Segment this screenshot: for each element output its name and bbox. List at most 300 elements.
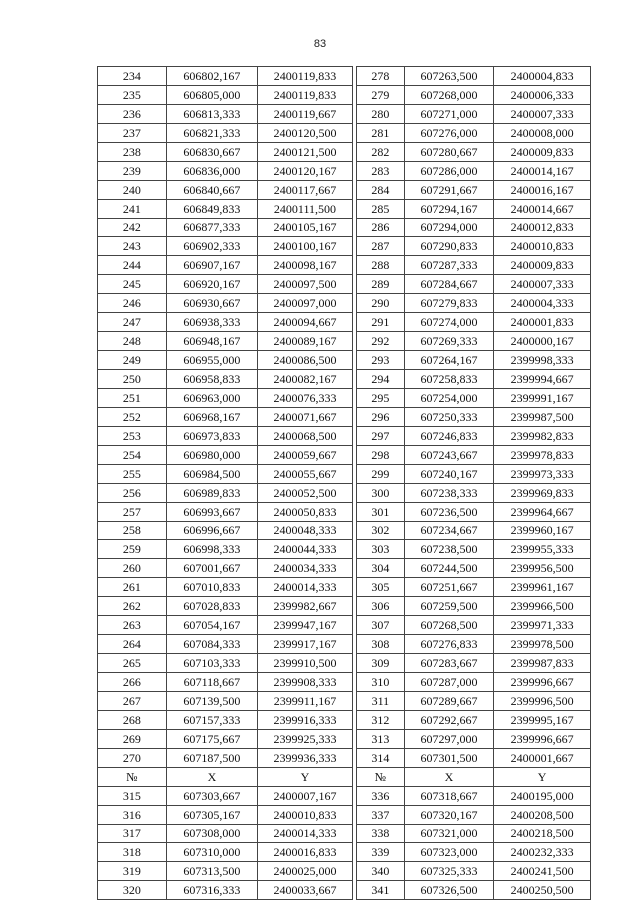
point-number-cell: 316 bbox=[98, 805, 167, 824]
x-coordinate-cell: 607321,000 bbox=[404, 824, 493, 843]
point-number-cell: 314 bbox=[356, 748, 404, 767]
point-number-cell: 267 bbox=[98, 691, 167, 710]
table-row bbox=[98, 578, 591, 597]
y-coordinate-cell: 2400100,167 bbox=[258, 237, 353, 256]
x-coordinate-cell: 607316,333 bbox=[166, 881, 258, 900]
x-coordinate-cell: 607274,000 bbox=[404, 313, 493, 332]
point-number-cell: 283 bbox=[356, 161, 404, 180]
point-number-cell: 287 bbox=[356, 237, 404, 256]
y-coordinate-cell: 2399936,333 bbox=[258, 748, 353, 767]
table-row bbox=[98, 445, 591, 464]
table-row bbox=[98, 370, 591, 389]
point-number-cell: 339 bbox=[356, 843, 404, 862]
point-number-cell: 253 bbox=[98, 426, 167, 445]
point-number-cell: 294 bbox=[356, 370, 404, 389]
point-number-cell: 297 bbox=[356, 426, 404, 445]
point-number-cell: 336 bbox=[356, 786, 404, 805]
y-coordinate-cell: 2400055,667 bbox=[258, 464, 353, 483]
x-coordinate-cell: 607320,167 bbox=[404, 805, 493, 824]
x-coordinate-cell: 607263,500 bbox=[404, 67, 493, 86]
point-number-cell: 257 bbox=[98, 502, 167, 521]
x-coordinate-cell: 607279,833 bbox=[404, 294, 493, 313]
x-coordinate-cell: 606998,333 bbox=[166, 540, 258, 559]
x-coordinate-cell: 607251,667 bbox=[404, 578, 493, 597]
x-coordinate-cell: 607244,500 bbox=[404, 559, 493, 578]
y-coordinate-cell: 2399908,333 bbox=[258, 673, 353, 692]
y-coordinate-cell: 2400082,167 bbox=[258, 370, 353, 389]
y-coordinate-cell: 2400086,500 bbox=[258, 351, 353, 370]
x-coordinate-cell: 607157,333 bbox=[166, 710, 258, 729]
y-coordinate-cell: 2399964,667 bbox=[494, 502, 591, 521]
y-coordinate-cell: 2399911,167 bbox=[258, 691, 353, 710]
y-coordinate-cell: 2400120,167 bbox=[258, 161, 353, 180]
y-coordinate-cell: 2399991,167 bbox=[494, 388, 591, 407]
point-number-cell: 264 bbox=[98, 635, 167, 654]
x-coordinate-cell: 606920,167 bbox=[166, 275, 258, 294]
y-coordinate-cell: 2399987,500 bbox=[494, 407, 591, 426]
x-coordinate-cell: 607001,667 bbox=[166, 559, 258, 578]
x-coordinate-cell: 606877,333 bbox=[166, 218, 258, 237]
x-coordinate-cell: 607287,333 bbox=[404, 256, 493, 275]
y-coordinate-cell: 2400014,667 bbox=[494, 199, 591, 218]
x-coordinate-cell: 607258,833 bbox=[404, 370, 493, 389]
table-row bbox=[98, 786, 591, 805]
x-coordinate-cell: 607175,667 bbox=[166, 729, 258, 748]
point-number-cell: 315 bbox=[98, 786, 167, 805]
x-coordinate-cell: 607243,667 bbox=[404, 445, 493, 464]
point-number-cell: 303 bbox=[356, 540, 404, 559]
x-coordinate-cell: 607264,167 bbox=[404, 351, 493, 370]
point-number-cell: 258 bbox=[98, 521, 167, 540]
y-coordinate-cell: 2400000,167 bbox=[494, 332, 591, 351]
y-coordinate-cell: 2399996,500 bbox=[494, 691, 591, 710]
y-coordinate-cell: 2400052,500 bbox=[258, 483, 353, 502]
x-coordinate-cell: X bbox=[166, 767, 258, 786]
y-coordinate-cell: 2399966,500 bbox=[494, 597, 591, 616]
y-coordinate-cell: 2400014,333 bbox=[258, 578, 353, 597]
x-coordinate-cell: 607271,000 bbox=[404, 104, 493, 123]
table-row bbox=[98, 559, 591, 578]
x-coordinate-cell: 607118,667 bbox=[166, 673, 258, 692]
point-number-cell: 341 bbox=[356, 881, 404, 900]
x-coordinate-cell: 607290,833 bbox=[404, 237, 493, 256]
y-coordinate-cell: 2399982,833 bbox=[494, 426, 591, 445]
x-coordinate-cell: 606902,333 bbox=[166, 237, 258, 256]
table-row bbox=[98, 294, 591, 313]
y-coordinate-cell: 2400016,833 bbox=[258, 843, 353, 862]
x-coordinate-cell: 607323,000 bbox=[404, 843, 493, 862]
x-coordinate-cell: 607139,500 bbox=[166, 691, 258, 710]
table-header-row bbox=[98, 767, 591, 786]
y-coordinate-cell: 2400006,333 bbox=[494, 85, 591, 104]
point-number-cell: 248 bbox=[98, 332, 167, 351]
x-coordinate-cell: 606948,167 bbox=[166, 332, 258, 351]
table-row bbox=[98, 180, 591, 199]
coordinates-table-body bbox=[98, 67, 591, 900]
table-row bbox=[98, 426, 591, 445]
point-number-cell: 302 bbox=[356, 521, 404, 540]
table-row bbox=[98, 237, 591, 256]
x-coordinate-cell: 607103,333 bbox=[166, 654, 258, 673]
y-coordinate-cell: 2400048,333 bbox=[258, 521, 353, 540]
point-number-cell: 337 bbox=[356, 805, 404, 824]
y-coordinate-cell: 2400007,167 bbox=[258, 786, 353, 805]
point-number-cell: 263 bbox=[98, 616, 167, 635]
y-coordinate-cell: 2400218,500 bbox=[494, 824, 591, 843]
page-number: 83 bbox=[313, 38, 327, 50]
y-coordinate-cell: 2400007,333 bbox=[494, 275, 591, 294]
table-row bbox=[98, 862, 591, 881]
y-coordinate-cell: 2400097,500 bbox=[258, 275, 353, 294]
point-number-cell: 268 bbox=[98, 710, 167, 729]
point-number-cell: 243 bbox=[98, 237, 167, 256]
x-coordinate-cell: 607303,667 bbox=[166, 786, 258, 805]
x-coordinate-cell: 607286,000 bbox=[404, 161, 493, 180]
table-row bbox=[98, 256, 591, 275]
point-number-cell: 310 bbox=[356, 673, 404, 692]
y-coordinate-cell: 2400250,500 bbox=[494, 881, 591, 900]
y-coordinate-cell: 2399998,333 bbox=[494, 351, 591, 370]
y-coordinate-cell: 2400010,833 bbox=[494, 237, 591, 256]
table-row bbox=[98, 597, 591, 616]
point-number-cell: 261 bbox=[98, 578, 167, 597]
x-coordinate-cell: 607276,000 bbox=[404, 123, 493, 142]
y-coordinate-cell: 2400119,667 bbox=[258, 104, 353, 123]
point-number-cell: № bbox=[356, 767, 404, 786]
point-number-cell: 242 bbox=[98, 218, 167, 237]
y-coordinate-cell: 2400120,500 bbox=[258, 123, 353, 142]
table-row bbox=[98, 673, 591, 692]
x-coordinate-cell: 606849,833 bbox=[166, 199, 258, 218]
x-coordinate-cell: 606805,000 bbox=[166, 85, 258, 104]
x-coordinate-cell: 606955,000 bbox=[166, 351, 258, 370]
x-coordinate-cell: 607318,667 bbox=[404, 786, 493, 805]
point-number-cell: 306 bbox=[356, 597, 404, 616]
table-row bbox=[98, 123, 591, 142]
table-row bbox=[98, 748, 591, 767]
x-coordinate-cell: 606993,667 bbox=[166, 502, 258, 521]
y-coordinate-cell: 2400241,500 bbox=[494, 862, 591, 881]
table-row bbox=[98, 729, 591, 748]
point-number-cell: 254 bbox=[98, 445, 167, 464]
point-number-cell: 299 bbox=[356, 464, 404, 483]
table-row bbox=[98, 407, 591, 426]
x-coordinate-cell: 607084,333 bbox=[166, 635, 258, 654]
table-row bbox=[98, 332, 591, 351]
y-coordinate-cell: 2399996,667 bbox=[494, 673, 591, 692]
x-coordinate-cell: X bbox=[404, 767, 493, 786]
point-number-cell: 255 bbox=[98, 464, 167, 483]
y-coordinate-cell: 2399973,333 bbox=[494, 464, 591, 483]
x-coordinate-cell: 607289,667 bbox=[404, 691, 493, 710]
x-coordinate-cell: 607010,833 bbox=[166, 578, 258, 597]
x-coordinate-cell: 607292,667 bbox=[404, 710, 493, 729]
x-coordinate-cell: 607291,667 bbox=[404, 180, 493, 199]
y-coordinate-cell: 2400068,500 bbox=[258, 426, 353, 445]
point-number-cell: 296 bbox=[356, 407, 404, 426]
x-coordinate-cell: 606840,667 bbox=[166, 180, 258, 199]
y-coordinate-cell: 2400076,333 bbox=[258, 388, 353, 407]
point-number-cell: 293 bbox=[356, 351, 404, 370]
point-number-cell: 252 bbox=[98, 407, 167, 426]
x-coordinate-cell: 607305,167 bbox=[166, 805, 258, 824]
y-coordinate-cell: 2400119,833 bbox=[258, 85, 353, 104]
y-coordinate-cell: 2400001,833 bbox=[494, 313, 591, 332]
y-coordinate-cell: 2399960,167 bbox=[494, 521, 591, 540]
table-row bbox=[98, 67, 591, 86]
y-coordinate-cell: 2400025,000 bbox=[258, 862, 353, 881]
x-coordinate-cell: 607310,000 bbox=[166, 843, 258, 862]
y-coordinate-cell: 2400119,833 bbox=[258, 67, 353, 86]
x-coordinate-cell: 606980,000 bbox=[166, 445, 258, 464]
y-coordinate-cell: 2399916,333 bbox=[258, 710, 353, 729]
point-number-cell: 304 bbox=[356, 559, 404, 578]
point-number-cell: 300 bbox=[356, 483, 404, 502]
y-coordinate-cell: 2400195,000 bbox=[494, 786, 591, 805]
x-coordinate-cell: 607308,000 bbox=[166, 824, 258, 843]
y-coordinate-cell: 2400098,167 bbox=[258, 256, 353, 275]
table-row bbox=[98, 161, 591, 180]
point-number-cell: 265 bbox=[98, 654, 167, 673]
y-coordinate-cell: 2400012,833 bbox=[494, 218, 591, 237]
point-number-cell: 308 bbox=[356, 635, 404, 654]
y-coordinate-cell: 2400034,333 bbox=[258, 559, 353, 578]
point-number-cell: 250 bbox=[98, 370, 167, 389]
x-coordinate-cell: 607238,500 bbox=[404, 540, 493, 559]
x-coordinate-cell: 606973,833 bbox=[166, 426, 258, 445]
x-coordinate-cell: 607236,500 bbox=[404, 502, 493, 521]
y-coordinate-cell: 2400014,333 bbox=[258, 824, 353, 843]
point-number-cell: 311 bbox=[356, 691, 404, 710]
x-coordinate-cell: 606930,667 bbox=[166, 294, 258, 313]
point-number-cell: 319 bbox=[98, 862, 167, 881]
point-number-cell: 249 bbox=[98, 351, 167, 370]
point-number-cell: 279 bbox=[356, 85, 404, 104]
x-coordinate-cell: 607301,500 bbox=[404, 748, 493, 767]
y-coordinate-cell: 2400117,667 bbox=[258, 180, 353, 199]
table-row bbox=[98, 654, 591, 673]
point-number-cell: 298 bbox=[356, 445, 404, 464]
y-coordinate-cell: 2400004,833 bbox=[494, 67, 591, 86]
y-coordinate-cell: 2400232,333 bbox=[494, 843, 591, 862]
y-coordinate-cell: 2400089,167 bbox=[258, 332, 353, 351]
point-number-cell: 313 bbox=[356, 729, 404, 748]
point-number-cell: 286 bbox=[356, 218, 404, 237]
table-row bbox=[98, 710, 591, 729]
y-coordinate-cell: 2400121,500 bbox=[258, 142, 353, 161]
point-number-cell: 305 bbox=[356, 578, 404, 597]
x-coordinate-cell: 607246,833 bbox=[404, 426, 493, 445]
point-number-cell: 307 bbox=[356, 616, 404, 635]
point-number-cell: 340 bbox=[356, 862, 404, 881]
point-number-cell: 292 bbox=[356, 332, 404, 351]
x-coordinate-cell: 607269,333 bbox=[404, 332, 493, 351]
point-number-cell: 260 bbox=[98, 559, 167, 578]
x-coordinate-cell: 607313,500 bbox=[166, 862, 258, 881]
x-coordinate-cell: 606958,833 bbox=[166, 370, 258, 389]
y-coordinate-cell: 2399925,333 bbox=[258, 729, 353, 748]
point-number-cell: 291 bbox=[356, 313, 404, 332]
x-coordinate-cell: 607238,333 bbox=[404, 483, 493, 502]
x-coordinate-cell: 607268,500 bbox=[404, 616, 493, 635]
point-number-cell: 320 bbox=[98, 881, 167, 900]
x-coordinate-cell: 606813,333 bbox=[166, 104, 258, 123]
point-number-cell: 295 bbox=[356, 388, 404, 407]
x-coordinate-cell: 607325,333 bbox=[404, 862, 493, 881]
point-number-cell: 338 bbox=[356, 824, 404, 843]
point-number-cell: 317 bbox=[98, 824, 167, 843]
y-coordinate-cell: 2399956,500 bbox=[494, 559, 591, 578]
y-coordinate-cell: 2400059,667 bbox=[258, 445, 353, 464]
x-coordinate-cell: 607259,500 bbox=[404, 597, 493, 616]
point-number-cell: № bbox=[98, 767, 167, 786]
x-coordinate-cell: 607187,500 bbox=[166, 748, 258, 767]
x-coordinate-cell: 607276,833 bbox=[404, 635, 493, 654]
y-coordinate-cell: 2400208,500 bbox=[494, 805, 591, 824]
point-number-cell: 238 bbox=[98, 142, 167, 161]
y-coordinate-cell: Y bbox=[494, 767, 591, 786]
y-coordinate-cell: 2400050,833 bbox=[258, 502, 353, 521]
y-coordinate-cell: 2399996,667 bbox=[494, 729, 591, 748]
point-number-cell: 262 bbox=[98, 597, 167, 616]
x-coordinate-cell: 607283,667 bbox=[404, 654, 493, 673]
y-coordinate-cell: 2400008,000 bbox=[494, 123, 591, 142]
y-coordinate-cell: 2400033,667 bbox=[258, 881, 353, 900]
point-number-cell: 301 bbox=[356, 502, 404, 521]
point-number-cell: 309 bbox=[356, 654, 404, 673]
y-coordinate-cell: 2400016,167 bbox=[494, 180, 591, 199]
point-number-cell: 237 bbox=[98, 123, 167, 142]
table-row bbox=[98, 199, 591, 218]
y-coordinate-cell: 2399917,167 bbox=[258, 635, 353, 654]
point-number-cell: 244 bbox=[98, 256, 167, 275]
coordinates-table bbox=[97, 66, 591, 900]
point-number-cell: 235 bbox=[98, 85, 167, 104]
x-coordinate-cell: 607297,000 bbox=[404, 729, 493, 748]
table-row bbox=[98, 635, 591, 654]
y-coordinate-cell: 2399995,167 bbox=[494, 710, 591, 729]
x-coordinate-cell: 606830,667 bbox=[166, 142, 258, 161]
point-number-cell: 280 bbox=[356, 104, 404, 123]
point-number-cell: 239 bbox=[98, 161, 167, 180]
x-coordinate-cell: 607294,167 bbox=[404, 199, 493, 218]
point-number-cell: 234 bbox=[98, 67, 167, 86]
x-coordinate-cell: 607240,167 bbox=[404, 464, 493, 483]
x-coordinate-cell: 606984,500 bbox=[166, 464, 258, 483]
y-coordinate-cell: 2399961,167 bbox=[494, 578, 591, 597]
x-coordinate-cell: 606836,000 bbox=[166, 161, 258, 180]
x-coordinate-cell: 606821,333 bbox=[166, 123, 258, 142]
x-coordinate-cell: 606989,833 bbox=[166, 483, 258, 502]
x-coordinate-cell: 607234,667 bbox=[404, 521, 493, 540]
y-coordinate-cell: 2400111,500 bbox=[258, 199, 353, 218]
point-number-cell: 282 bbox=[356, 142, 404, 161]
point-number-cell: 284 bbox=[356, 180, 404, 199]
table-row bbox=[98, 464, 591, 483]
x-coordinate-cell: 606907,167 bbox=[166, 256, 258, 275]
table-row bbox=[98, 275, 591, 294]
x-coordinate-cell: 607250,333 bbox=[404, 407, 493, 426]
point-number-cell: 281 bbox=[356, 123, 404, 142]
x-coordinate-cell: 607028,833 bbox=[166, 597, 258, 616]
y-coordinate-cell: 2399994,667 bbox=[494, 370, 591, 389]
x-coordinate-cell: 607280,667 bbox=[404, 142, 493, 161]
x-coordinate-cell: 606938,333 bbox=[166, 313, 258, 332]
y-coordinate-cell: 2399978,500 bbox=[494, 635, 591, 654]
x-coordinate-cell: 606996,667 bbox=[166, 521, 258, 540]
point-number-cell: 241 bbox=[98, 199, 167, 218]
point-number-cell: 278 bbox=[356, 67, 404, 86]
point-number-cell: 236 bbox=[98, 104, 167, 123]
table-row bbox=[98, 881, 591, 900]
table-row bbox=[98, 351, 591, 370]
table-row bbox=[98, 691, 591, 710]
point-number-cell: 256 bbox=[98, 483, 167, 502]
point-number-cell: 318 bbox=[98, 843, 167, 862]
point-number-cell: 312 bbox=[356, 710, 404, 729]
x-coordinate-cell: 606963,000 bbox=[166, 388, 258, 407]
point-number-cell: 289 bbox=[356, 275, 404, 294]
x-coordinate-cell: 607054,167 bbox=[166, 616, 258, 635]
point-number-cell: 269 bbox=[98, 729, 167, 748]
x-coordinate-cell: 607287,000 bbox=[404, 673, 493, 692]
x-coordinate-cell: 607326,500 bbox=[404, 881, 493, 900]
y-coordinate-cell: 2400071,667 bbox=[258, 407, 353, 426]
y-coordinate-cell: 2400105,167 bbox=[258, 218, 353, 237]
table-row bbox=[98, 483, 591, 502]
table-row bbox=[98, 104, 591, 123]
table-row bbox=[98, 616, 591, 635]
point-number-cell: 290 bbox=[356, 294, 404, 313]
y-coordinate-cell: 2400094,667 bbox=[258, 313, 353, 332]
point-number-cell: 245 bbox=[98, 275, 167, 294]
point-number-cell: 240 bbox=[98, 180, 167, 199]
y-coordinate-cell: Y bbox=[258, 767, 353, 786]
y-coordinate-cell: 2400009,833 bbox=[494, 256, 591, 275]
y-coordinate-cell: 2400044,333 bbox=[258, 540, 353, 559]
y-coordinate-cell: 2400097,000 bbox=[258, 294, 353, 313]
table-row bbox=[98, 521, 591, 540]
x-coordinate-cell: 607284,667 bbox=[404, 275, 493, 294]
table-row bbox=[98, 843, 591, 862]
y-coordinate-cell: 2399947,167 bbox=[258, 616, 353, 635]
table-row bbox=[98, 540, 591, 559]
point-number-cell: 246 bbox=[98, 294, 167, 313]
x-coordinate-cell: 607294,000 bbox=[404, 218, 493, 237]
x-coordinate-cell: 607268,000 bbox=[404, 85, 493, 104]
y-coordinate-cell: 2399910,500 bbox=[258, 654, 353, 673]
y-coordinate-cell: 2400009,833 bbox=[494, 142, 591, 161]
table-row bbox=[98, 85, 591, 104]
y-coordinate-cell: 2400014,167 bbox=[494, 161, 591, 180]
point-number-cell: 285 bbox=[356, 199, 404, 218]
y-coordinate-cell: 2400004,333 bbox=[494, 294, 591, 313]
table-row bbox=[98, 388, 591, 407]
y-coordinate-cell: 2400010,833 bbox=[258, 805, 353, 824]
y-coordinate-cell: 2399978,833 bbox=[494, 445, 591, 464]
x-coordinate-cell: 607254,000 bbox=[404, 388, 493, 407]
y-coordinate-cell: 2400007,333 bbox=[494, 104, 591, 123]
table-row bbox=[98, 313, 591, 332]
point-number-cell: 251 bbox=[98, 388, 167, 407]
table-row bbox=[98, 502, 591, 521]
point-number-cell: 270 bbox=[98, 748, 167, 767]
x-coordinate-cell: 606968,167 bbox=[166, 407, 258, 426]
table-row bbox=[98, 805, 591, 824]
y-coordinate-cell: 2399987,833 bbox=[494, 654, 591, 673]
table-row bbox=[98, 218, 591, 237]
y-coordinate-cell: 2399971,333 bbox=[494, 616, 591, 635]
